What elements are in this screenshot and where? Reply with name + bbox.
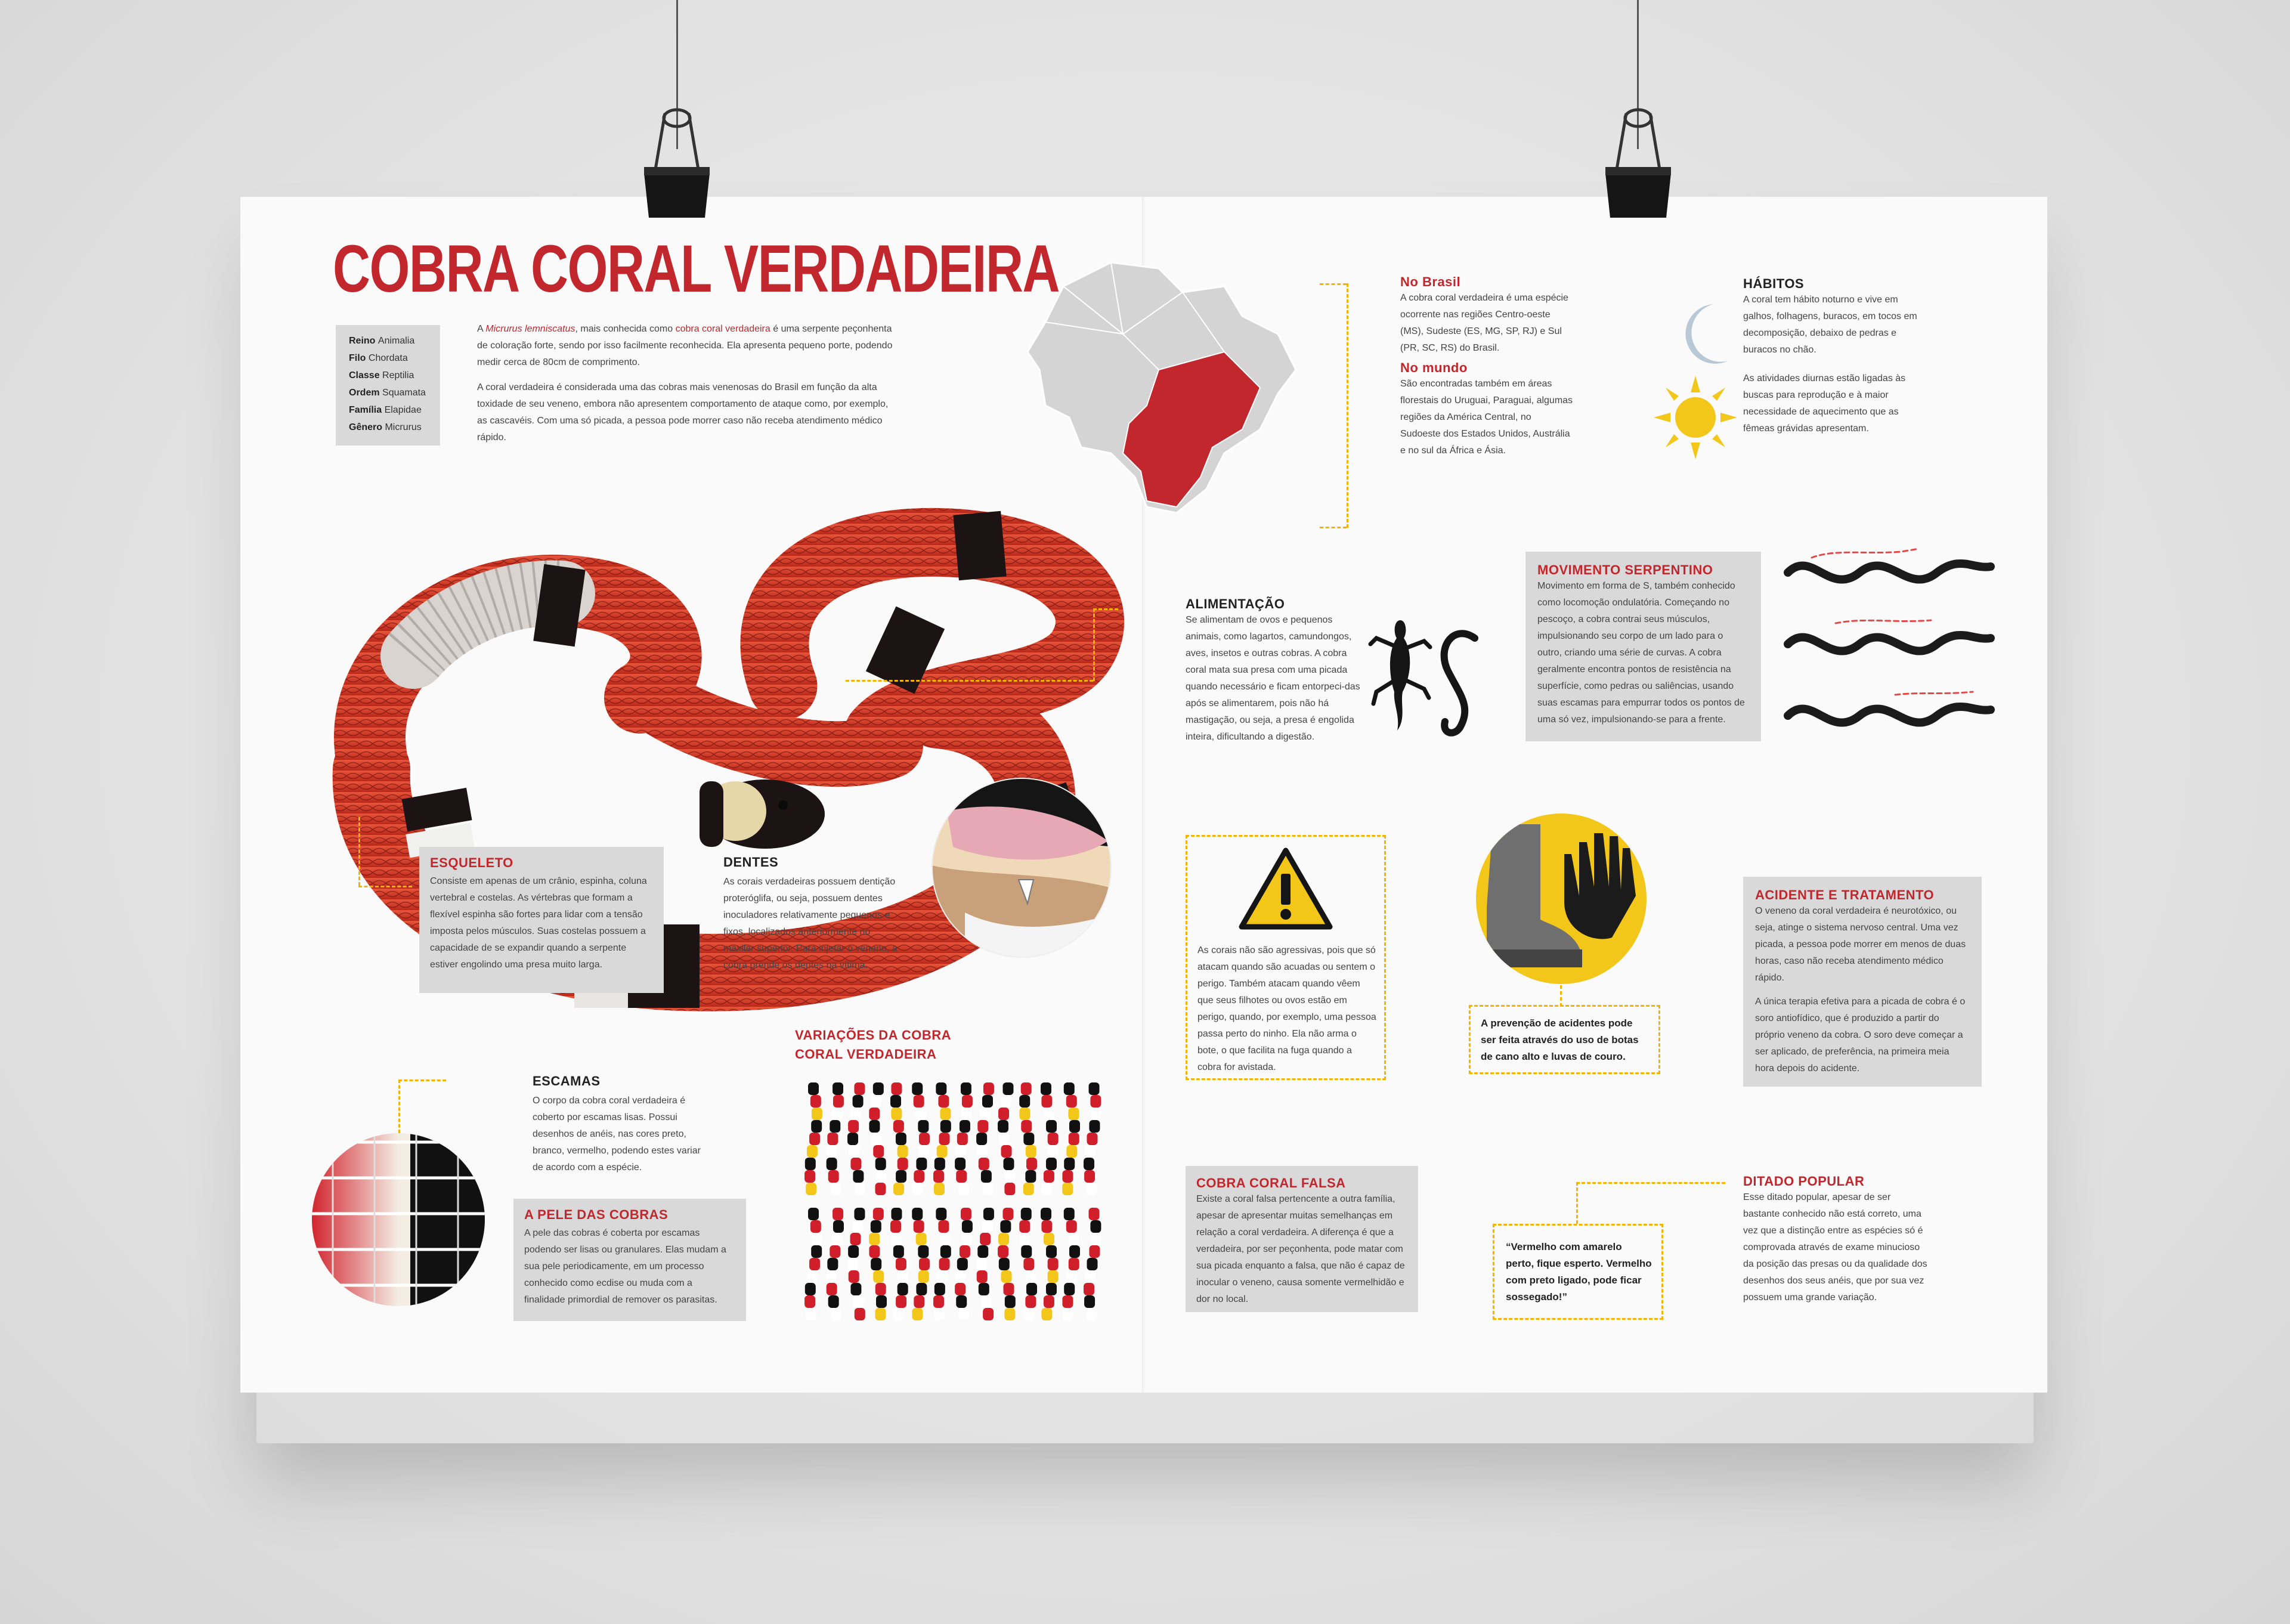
- moon-icon: [1672, 298, 1737, 370]
- taxonomy-value: Animalia: [377, 336, 415, 346]
- coral-variation: [998, 1208, 1016, 1320]
- connector-esqueleto-v: [358, 817, 360, 886]
- alimentacao-section: [1186, 596, 1364, 746]
- prevencao-text: A prevenção de acidentes pode ser feita através do uso de botas de cano alto e luvas de couro.: [1481, 1017, 1639, 1062]
- connector-map-v: [1347, 283, 1348, 528]
- connector-alimentacao-h2: [1093, 608, 1118, 610]
- movimento-text: Movimento em forma de S, também conhecido como locomoção ondulatória. Começando no pescoço, a cobra contrai seus músculos, impulsionando seu corpo de um lado para o outro, criando uma série de curvas. A cobra geralmente encontra pontos de resistência na superfície, como pedras ou saliências, usando suas escamas para empurrar todos os pontos de uma só vez, impulsionando-se para a frente.: [1537, 581, 1745, 725]
- warning-icon: [1238, 847, 1333, 930]
- alimentacao-heading: ALIMENTAÇÃO: [1186, 596, 1285, 611]
- falsa-heading: COBRA CORAL FALSA: [1196, 1176, 1346, 1190]
- variacoes-heading: VARIAÇÕES DA COBRA CORAL VERDADEIRA: [795, 1028, 952, 1062]
- taxonomy-value: Squamata: [382, 388, 426, 398]
- coral-variation: [1084, 1082, 1101, 1195]
- taxonomy-value: Chordata: [368, 353, 408, 363]
- sun-icon: [1654, 376, 1737, 459]
- taxonomy-value: Micrurus: [385, 422, 422, 432]
- taxonomy-label: Gênero: [349, 422, 385, 432]
- fang-illustration: [929, 775, 1114, 960]
- habitos-section: [1743, 276, 1928, 437]
- acidente-box: [1743, 877, 1982, 1087]
- intro-text: [477, 321, 898, 446]
- no-brasil-heading: No Brasil: [1400, 274, 1461, 289]
- acidente-heading: ACIDENTE E TRATAMENTO: [1755, 887, 1935, 902]
- connector-alimentacao-h: [846, 680, 1093, 682]
- coral-variation: [976, 1208, 994, 1320]
- no-mundo-text: São encontradas também em áreas florestais do Uruguai, Paraguai, algumas regiões da América Central, no Sudoeste dos Estados Unidos, Austrália e no sul da África e Ásia.: [1400, 379, 1573, 456]
- taxonomy-row: [349, 401, 440, 419]
- escamas-text: O corpo da cobra coral verdadeira é coberto por escamas lisas. Possui desenhos de anéis, nas cores preto, branco, vermelho, podendo estes variar de acordo com a espécie.: [533, 1096, 701, 1173]
- scales-illustration: [309, 1130, 488, 1309]
- intro-paragraph-2: A coral verdadeira é considerada uma das cobras mais venenosas do Brasil em função da alta toxidade de seu veneno, embora não apresentem comportamento de ataque como, por exemplo, as cascavéis. Com uma só picada, a pessoa pode morrer caso não receba atendimento médico rápido.: [477, 382, 889, 443]
- coral-variation: [1019, 1208, 1037, 1320]
- ditado-text: Esse ditado popular, apesar de ser bastante conhecido não está correto, uma vez que a distinção entre as espécies só é comprovada através de exame minucioso da posição das presas ou da qualidade dos desenhos dos seus anéis, que por sua vez possuem uma grande variação.: [1743, 1192, 1927, 1303]
- no-mundo-heading: No mundo: [1400, 360, 1468, 375]
- coral-variation: [1084, 1208, 1101, 1320]
- coral-variation: [826, 1208, 844, 1320]
- connector-escamas-v: [398, 1079, 400, 1133]
- coral-variation: [847, 1208, 865, 1320]
- ditado-heading: DITADO POPULAR: [1743, 1174, 1865, 1189]
- connector-escamas-h: [398, 1079, 446, 1081]
- pele-box: [513, 1199, 746, 1321]
- coral-variation: [869, 1208, 887, 1320]
- dentes-text: As corais verdadeiras possuem dentição proteróglifa, ou seja, possuem dentes inoculadores relativamente pequenos e fixos, localizados anteriormente no maxilar superior. Para injetar o veneno, a cobra prende os dentes na vítima.: [723, 877, 898, 970]
- coral-variation: [912, 1208, 930, 1320]
- coral-variation: [1019, 1082, 1037, 1195]
- page-title: COBRA CORAL VERDADEIRA: [333, 231, 1059, 306]
- taxonomy-label: Classe: [349, 370, 383, 381]
- dentes-section: [723, 855, 902, 974]
- movimento-heading: MOVIMENTO SERPENTINO: [1537, 562, 1713, 577]
- coral-variation: [1062, 1208, 1080, 1320]
- taxonomy-row: [349, 367, 440, 384]
- brazil-map: [1028, 250, 1308, 525]
- taxonomy-value: Elapidae: [384, 405, 422, 415]
- taxonomy-list: [349, 332, 440, 436]
- escamas-section: [533, 1074, 711, 1176]
- taxonomy-label: Família: [349, 405, 385, 415]
- dentes-heading: DENTES: [723, 855, 779, 870]
- coral-variation: [890, 1082, 908, 1195]
- taxonomy-label: Reino: [349, 336, 378, 346]
- no-brasil-text: A cobra coral verdadeira é uma espécie ocorrente nas regiões Centro-oeste (MS), Sudeste (ES, MG, SP, RJ) e Sul (PR, SC, RS) do Brasil.: [1400, 293, 1568, 353]
- taxonomy-label: Filo: [349, 353, 369, 363]
- agressividade-text: As corais não são agressivas, pois que só atacam quando são acuadas ou sentem o perigo. Também atacam quando vêem que seus filhotes ou ovos estão em perigo, quando, por exemplo, uma pessoa passa perto do ninho. Ela não arma o bote, o que facilita na fuga quando a cobra for avistada.: [1197, 945, 1376, 1072]
- esqueleto-heading: ESQUELETO: [430, 855, 513, 870]
- coral-variation: [869, 1082, 887, 1195]
- connector-esqueleto-h: [358, 886, 412, 887]
- coral-variation: [804, 1082, 822, 1195]
- coral-variation: [976, 1082, 994, 1195]
- connector-map-top: [1320, 283, 1347, 285]
- falsa-box: [1186, 1166, 1418, 1312]
- connector-prevencao-v: [1560, 985, 1562, 1007]
- escamas-heading: ESCAMAS: [533, 1074, 601, 1088]
- taxonomy-row: [349, 384, 440, 401]
- quote-text: “Vermelho com amarelo perto, fique esperto. Vermelho com preto ligado, pode ficar sossegado!”: [1506, 1241, 1652, 1303]
- coral-variation: [955, 1208, 973, 1320]
- coral-variation: [847, 1082, 865, 1195]
- movimento-box: [1525, 552, 1761, 741]
- coral-variation: [826, 1082, 844, 1195]
- taxonomy-row: [349, 332, 440, 349]
- poster: [240, 197, 2047, 1393]
- connector-quote-h: [1576, 1182, 1725, 1184]
- coral-variation: [1041, 1082, 1059, 1195]
- binder-clip-right: [1599, 107, 1677, 221]
- coral-variation: [1041, 1208, 1059, 1320]
- binder-clip-left: [638, 107, 716, 221]
- habitos-text-2: As atividades diurnas estão ligadas às buscas para reprodução e à maior necessidade de aquecimento que as fêmeas grávidas apresentam.: [1743, 373, 1906, 434]
- coral-variation: [998, 1082, 1016, 1195]
- boot-glove-icon: [1475, 812, 1648, 985]
- habitos-text-1: A coral tem hábito noturno e vive em galhos, folhagens, buracos, em tocos em decomposição, debaixo de pedras e buracos no chão.: [1743, 295, 1917, 355]
- alimentacao-text: Se alimentam de ovos e pequenos animais, como lagartos, camundongos, aves, insetos e outras cobras. A cobra coral mata sua presa com uma picada quando necessário e ficam entorpeci-das após se alimentarem, pois não há mastigação, ou seja, a presa é engolida inteira, dificultando a digestão.: [1186, 615, 1360, 742]
- taxonomy-row: [349, 349, 440, 367]
- acidente-text-1: O veneno da coral verdadeira é neurotóxico, ou seja, atinge o sistema nervoso central. Uma vez picada, a pessoa pode morrer em menos de duas horas, caso não receba atendimento médico rápido.: [1755, 906, 1966, 983]
- falsa-text: Existe a coral falsa pertencente a outra família, apesar de apresentar muitas semelhanças em relação a coral verdadeira. A diferença é que a verdadeira, por ser peçonhenta, pode matar com sua picada enquanto a falsa, que não é capaz de inocular o veneno, causa somente vermelhidão e dor no local.: [1196, 1194, 1405, 1304]
- coral-variation: [804, 1208, 822, 1320]
- taxonomy-value: Reptilia: [382, 370, 414, 381]
- coral-variation: [933, 1082, 951, 1195]
- coral-variation: [890, 1208, 908, 1320]
- worm-icon: [1430, 623, 1490, 743]
- coral-variation: [955, 1082, 973, 1195]
- variations-grid: [801, 1079, 1111, 1330]
- esqueleto-text: Consiste em apenas de um crânio, espinha, coluna vertebral e costelas. As vértebras que formam a flexível espinha são fortes para lidar com a tensão imposta pelos músculos. Suas costelas possuem a capacidade de se expandir quando a serpente estiver engolindo uma presa muito larga.: [430, 876, 647, 970]
- coral-variation: [912, 1082, 930, 1195]
- taxonomy-box: [336, 325, 440, 446]
- pele-text: A pele das cobras é coberta por escamas podendo ser lisas ou granulares. Elas mudam a sua pele periodicamente, em um processo conhecido como ecdise ou muda com a finalidade primordial de remover os parasitas.: [524, 1228, 726, 1305]
- acidente-text-2: A única terapia efetiva para a picada de cobra é o soro antiofídico, que é produzido a partir do próprio veneno da cobra. O soro deve começar a ser aplicado, de preferência, na primeira meia hora depois do acidente.: [1755, 997, 1966, 1074]
- connector-quote-v: [1576, 1182, 1578, 1224]
- taxonomy-row: [349, 419, 440, 436]
- habitos-heading: HÁBITOS: [1743, 276, 1805, 291]
- coral-variation: [1062, 1082, 1080, 1195]
- connector-alimentacao-v: [1093, 608, 1095, 681]
- taxonomy-label: Ordem: [349, 388, 383, 398]
- snake-motion-icon: [1776, 543, 2014, 751]
- lizard-icon: [1364, 614, 1436, 734]
- esqueleto-box: [419, 847, 664, 993]
- ditado-section: [1743, 1174, 1928, 1306]
- location-section: [1400, 274, 1573, 459]
- intro-paragraph-1: A Micrurus lemniscatus, mais conhecida como cobra coral verdadeira é uma serpente peçonhenta de coloração forte, sendo por isso facilmente reconhecida. Ela apresenta pequeno porte, podendo medir cerca de 80cm de comprimento.: [477, 324, 893, 367]
- connector-map-bottom: [1320, 527, 1347, 528]
- coral-variation: [933, 1208, 951, 1320]
- pele-heading: A PELE DAS COBRAS: [524, 1207, 669, 1222]
